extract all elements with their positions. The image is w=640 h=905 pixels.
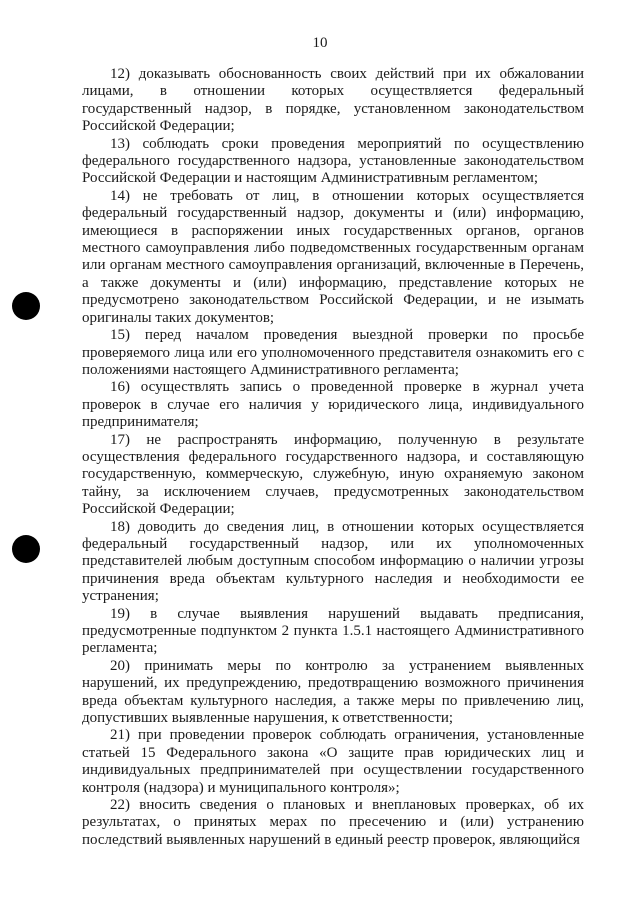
paragraph-item-21: 21) при проведении проверок соблюдать ограничения, установленные статьей 15 Федерального закона «О защите прав юридических лиц и индивидуальных предпринимателей при осуществлении государственного контроля (надзора) и муниципального контроля»; (82, 727, 584, 796)
paragraph-item-20: 20) принимать меры по контролю за устранением выявленных нарушений, их предупреждению, предотвращению возможного причинения вреда объектам культурного наследия, а также меры по привлечению лиц, допустивших выявленные нарушения, к ответственности; (82, 657, 584, 727)
paragraph-item-19: 19) в случае выявления нарушений выдавать предписания, предусмотренные подпунктом 2 пункта 1.5.1 настоящего Административного регламента; (82, 605, 584, 657)
punch-hole-bottom (12, 535, 40, 563)
paragraph-item-14: 14) не требовать от лиц, в отношении которых осуществляется федеральный государственный надзор, документы и (или) информацию, имеющиеся в распоряжении иных государственных органов, органов местного самоуправления либо подведомственных государственным органам или органам местного самоуправления организаций, включенные в Перечень, а также документы и (или) информацию, представление которых не предусмотрено законодательством Российской Федерации, и не изымать оригиналы таких документов; (82, 187, 584, 326)
page-number: 10 (312, 35, 328, 51)
paragraph-item-22: 22) вносить сведения о плановых и внеплановых проверках, об их результатах, о принятых мерах по пресечению и (или) устранению последствий выявленных нарушений в единый реестр проверок, являющийся (82, 797, 584, 848)
paragraph-item-13: 13) соблюдать сроки проведения мероприятий по осуществлению федерального государственного надзора, установленные законодательством Российской Федерации и настоящим Административным регламентом; (82, 135, 584, 187)
paragraph-item-17: 17) не распространять информацию, полученную в результате осуществления федерального государственного надзора, и составляющую государственную, коммерческую, служебную, иную охраняемую законом тайну, за исключением случаев, предусмотренных законодательством Российской Федерации; (82, 431, 584, 518)
paragraph-item-15: 15) перед началом проведения выездной проверки по просьбе проверяемого лица или его уполномоченного представителя ознакомить его с положениями настоящего Административного регламента; (82, 327, 584, 378)
document-body (82, 66, 584, 849)
punch-hole-top (12, 292, 40, 320)
paragraph-item-18: 18) доводить до сведения лиц, в отношении которых осуществляется федеральный государственный надзор, или их уполномоченных представителей любым доступным способом информацию о наличии угрозы причинения вреда объектам культурного наследия и необходимости ее устранения; (82, 518, 584, 605)
paragraph-item-16: 16) осуществлять запись о проведенной проверке в журнал учета проверок в случае его наличия у юридического лица, индивидуального предпринимателя; (82, 379, 584, 431)
paragraph-item-12: 12) доказывать обоснованность своих действий при их обжаловании лицами, в отношении которых осуществляется федеральный государственный надзор, в порядке, установленном законодательством Российской Федерации; (82, 66, 584, 135)
